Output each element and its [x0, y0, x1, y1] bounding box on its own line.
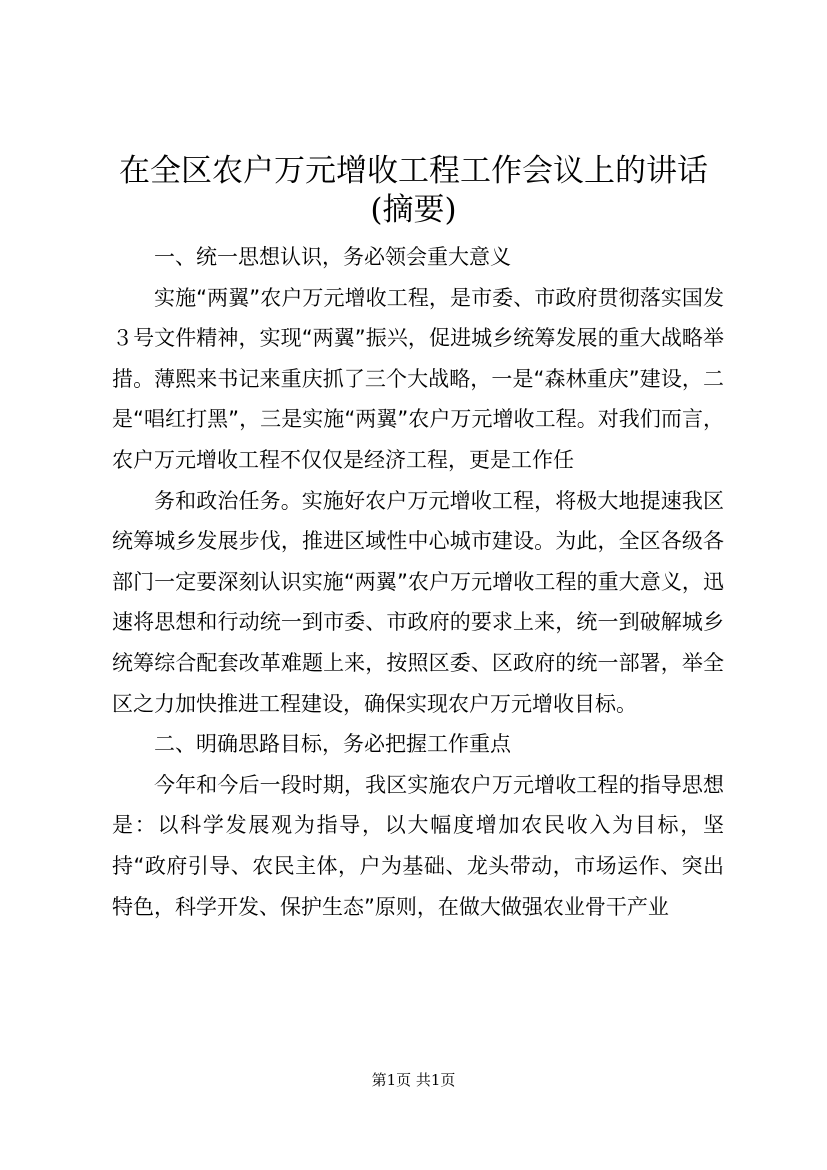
paragraph-2: 务和政治任务。实施好农户万元增收工程，将极大地提速我区统筹城乡发展步伐，推进区域性中心城市建设。为此，全区各级各部门一定要深刻认识实施“两翼”农户万元增收工程的重大意义，迅速将思想和行动统一到市委、市政府的要求上来，统一到破解城乡统筹综合配套改革难题上来，按照区委、区政府的统一部署，举全区之力加快推进工程建设，确保实现农户万元增收目标。	[112, 488, 724, 716]
page-footer: 第1页 共1页	[371, 1071, 456, 1089]
section-heading-1: 一、统一思想认识，务必领会重大意义	[154, 245, 511, 269]
paragraph-3: 今年和今后一段时期，我区实施农户万元增收工程的指导思想是：以科学发展观为指导，以大幅度增加农民收入为目标，坚持“政府引导、农民主体，户为基础、龙头带动，市场运作、突出特色，科学开发、保护生态”原则，在做大做强农业骨干产业	[112, 772, 724, 919]
section-heading-2: 二、明确思路目标，务必把握工作重点	[154, 732, 511, 757]
document-body	[112, 237, 724, 927]
document-subtitle: (摘要)	[370, 192, 457, 228]
paragraph-1: 实施“两翼”农户万元增收工程，是市委、市政府贯彻落实国发３号文件精神，实现“两翼”振兴，促进城乡统筹发展的重大战略举措。薄熙来书记来重庆抓了三个大战略，一是“森林重庆”建设，二是“唱红打黑”，三是实施“两翼”农户万元增收工程。对我们而言，农户万元增收工程不仅仅是经济工程，更是工作任	[112, 285, 724, 472]
document-title: 在全区农户万元增收工程工作会议上的讲话	[119, 153, 708, 189]
